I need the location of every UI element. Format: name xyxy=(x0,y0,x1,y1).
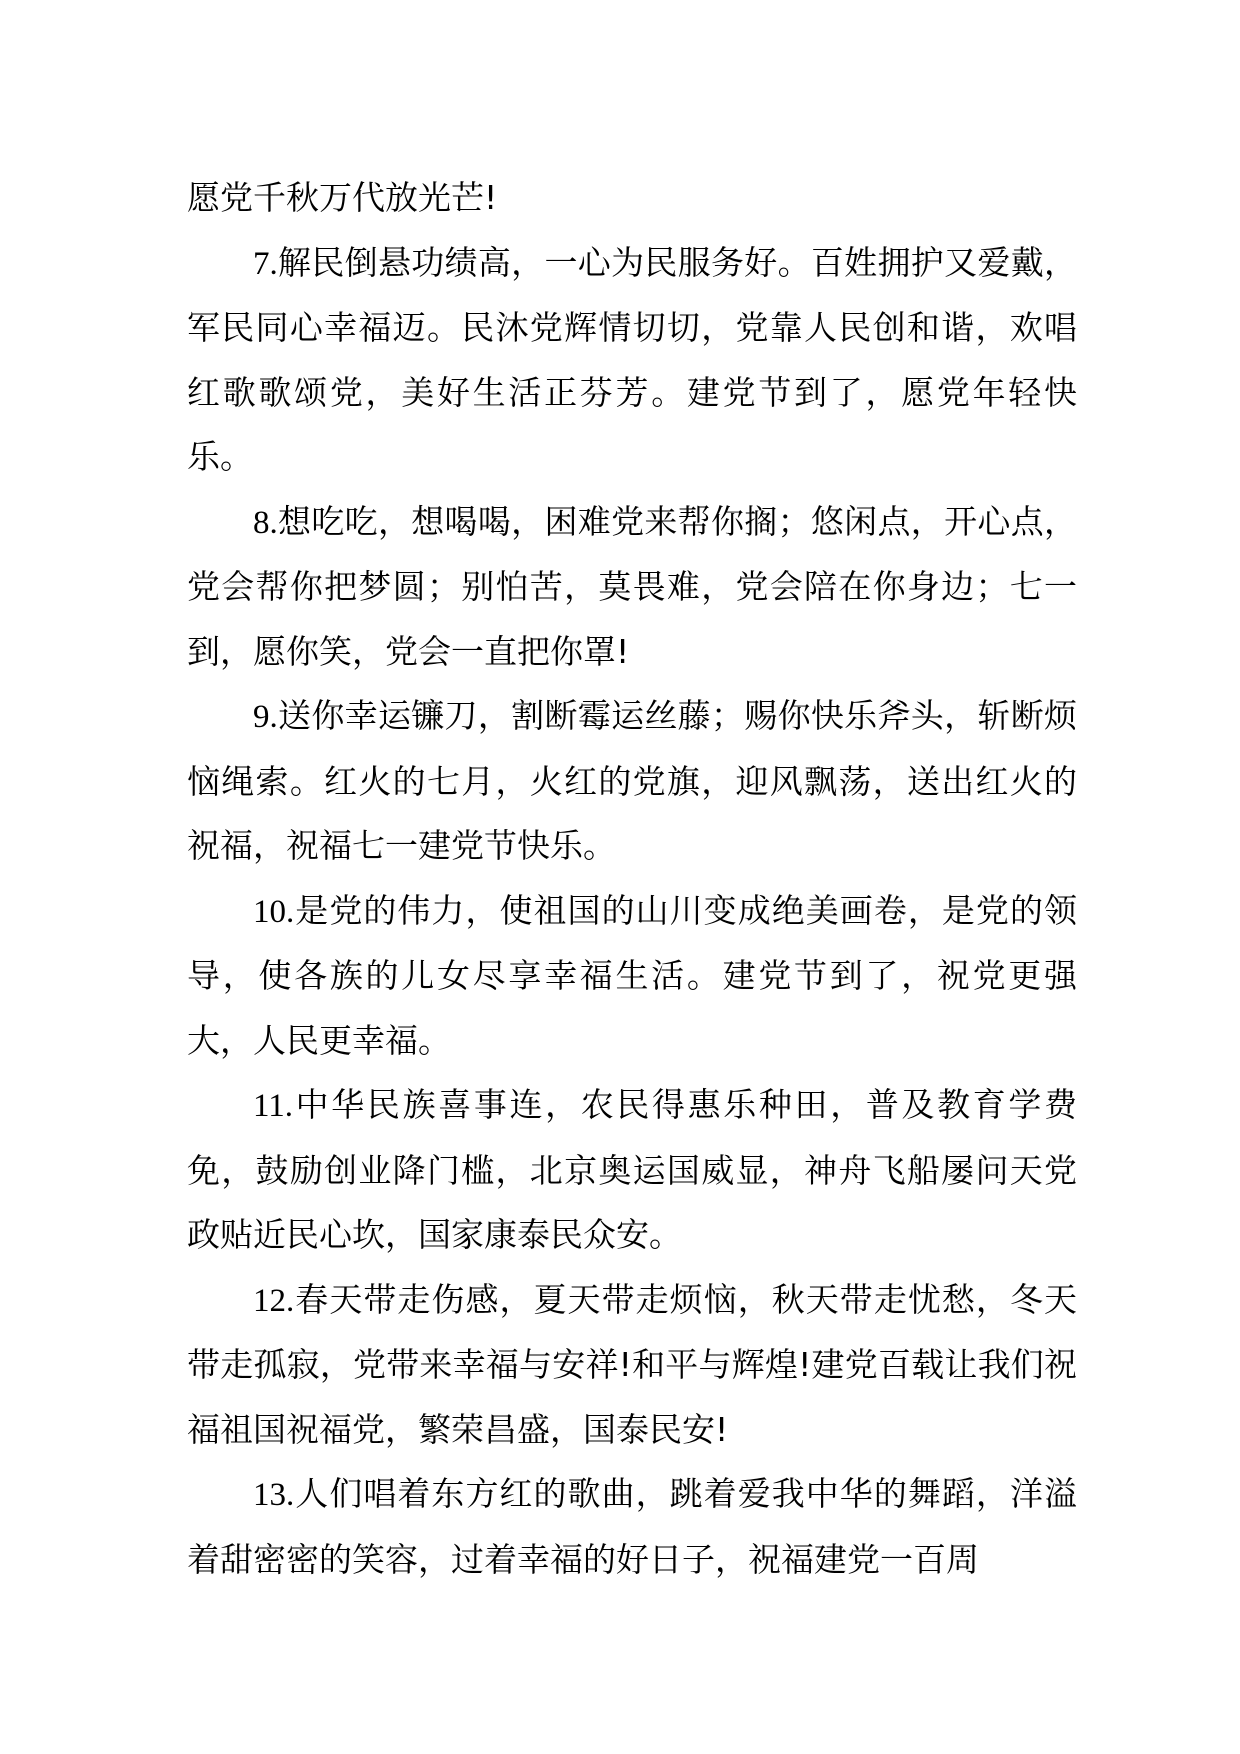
document-body xyxy=(187,166,1077,1592)
paragraph-text: 愿党千秋万代放光芒! xyxy=(187,178,498,217)
paragraph-number: 11. xyxy=(253,1088,294,1124)
paragraph-number: 8. xyxy=(253,504,278,541)
paragraph-13 xyxy=(187,1462,1077,1592)
paragraph-number: 7. xyxy=(253,245,278,282)
paragraph-text: 中华民族喜事连，农民得惠乐种田，普及教育学费免，鼓励创业降门槛，北京奥运国威显，神舟飞船屡问天党政贴近民心坎，国家康泰民众安。 xyxy=(187,1085,1077,1254)
paragraph-text: 送你幸运镰刀，割断霉运丝藤；赐你快乐斧头，斩断烦恼绳索。红火的七月，火红的党旗，迎风飘荡，送出红火的祝福，祝福七一建党节快乐。 xyxy=(187,696,1077,865)
paragraph-12 xyxy=(187,1268,1077,1463)
paragraph-number: 9. xyxy=(253,699,278,735)
paragraph-continued xyxy=(187,166,1077,231)
paragraph-8 xyxy=(187,490,1077,685)
paragraph-text: 想吃吃，想喝喝，困难党来帮你搁；悠闲点，开心点，党会帮你把梦圆；别怕苦，莫畏难，党会陪在你身边；七一到，愿你笑，党会一直把你罩! xyxy=(187,501,1077,671)
paragraph-text: 解民倒悬功绩高，一心为民服务好。百姓拥护又爱戴，军民同心幸福迈。民沐党辉情切切，党靠人民创和谐，欢唱红歌歌颂党，美好生活正芬芳。建党节到了，愿党年轻快乐。 xyxy=(187,242,1077,476)
paragraph-text: 春天带走伤感，夏天带走烦恼，秋天带走忧愁，冬天带走孤寂，党带来幸福与安祥!和平与辉煌!建党百载让我们祝福祖国祝福党，繁荣昌盛，国泰民安! xyxy=(187,1279,1077,1449)
paragraph-number: 10. xyxy=(253,893,295,930)
paragraph-9 xyxy=(187,684,1077,879)
paragraph-10 xyxy=(187,879,1077,1074)
paragraph-7 xyxy=(187,231,1077,490)
paragraph-text: 是党的伟力，使祖国的山川变成绝美画卷，是党的领导，使各族的儿女尽享幸福生活。建党节到了，祝党更强大，人民更幸福。 xyxy=(187,890,1077,1060)
paragraph-text: 人们唱着东方红的歌曲，跳着爱我中华的舞蹈，洋溢着甜密密的笑容，过着幸福的好日子，祝福建党一百周 xyxy=(187,1474,1077,1579)
paragraph-11 xyxy=(187,1073,1077,1268)
paragraph-number: 13. xyxy=(253,1477,295,1513)
paragraph-number: 12. xyxy=(253,1282,295,1319)
